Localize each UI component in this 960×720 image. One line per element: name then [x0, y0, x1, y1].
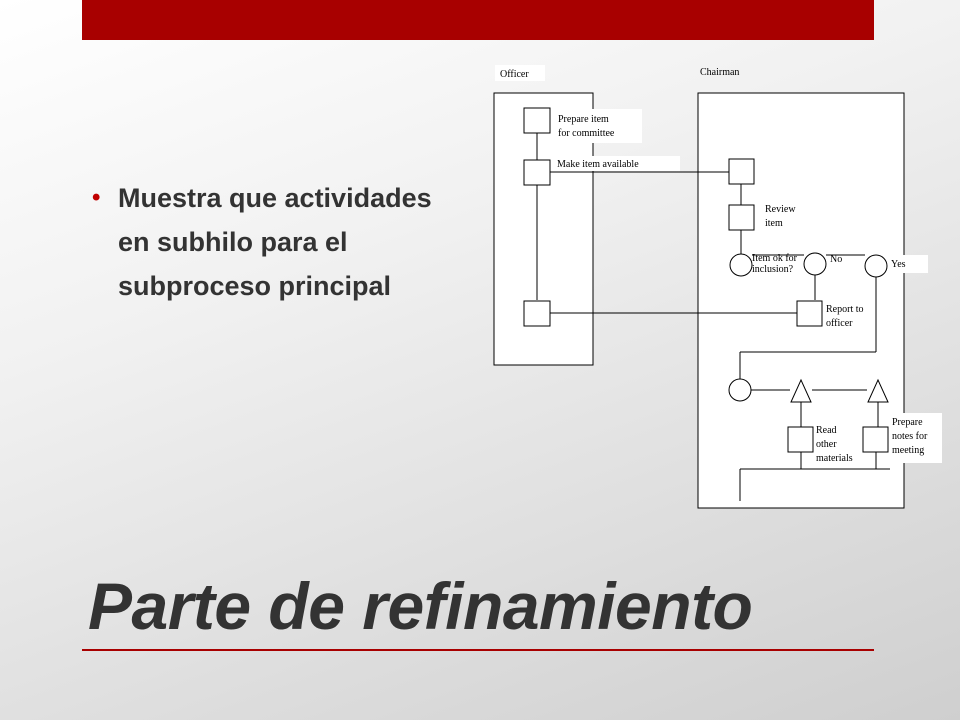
report-to-officer-label: Report to: [826, 304, 864, 315]
fork-node: [729, 379, 751, 401]
read-materials-label: materials: [816, 453, 853, 464]
make-available-box: [524, 160, 550, 185]
yes-label: Yes: [891, 259, 906, 270]
report-to-officer-box: [797, 301, 822, 326]
slide-title: Parte de refinamiento: [88, 569, 753, 643]
process-diagram: [480, 55, 950, 515]
item-ok-label: Item ok for: [752, 253, 797, 264]
make-available-label: Make item available: [557, 159, 639, 170]
prepare-item-label: for committee: [558, 128, 615, 139]
item-ok-label: inclusion?: [752, 264, 794, 275]
no-decision: [804, 253, 826, 275]
officer-lane-label: Officer: [500, 69, 529, 80]
title-underline: [82, 649, 874, 651]
bullet-item: [88, 176, 458, 308]
review-item-label: Review: [765, 204, 796, 215]
read-materials-label: Read: [816, 425, 837, 436]
prepare-notes-box: [863, 427, 888, 452]
review-item-box: [729, 205, 754, 230]
review-item-label: item: [765, 218, 783, 229]
prepare-item-label: Prepare item: [558, 114, 609, 125]
prepare-notes-label: Prepare: [892, 417, 923, 428]
chairman-lane-label: Chairman: [700, 67, 740, 78]
bullet-dot-icon: •: [92, 184, 101, 211]
read-materials-label: other: [816, 439, 837, 450]
no-label: No: [830, 254, 843, 265]
prepare-item-box: [524, 108, 550, 133]
receive-report-box: [524, 301, 550, 326]
prepare-notes-label: meeting: [892, 445, 925, 456]
read-materials-box: [788, 427, 813, 452]
bullet-text: Muestra que actividades en subhilo para el subproceso principal: [118, 183, 432, 301]
header-accent-bar: [82, 0, 874, 40]
receive-item-box: [729, 159, 754, 184]
bullet-list: [88, 176, 458, 308]
yes-decision: [865, 255, 887, 277]
item-ok-decision: [730, 254, 752, 276]
report-to-officer-label: officer: [826, 318, 853, 329]
prepare-notes-label: notes for: [892, 431, 928, 442]
